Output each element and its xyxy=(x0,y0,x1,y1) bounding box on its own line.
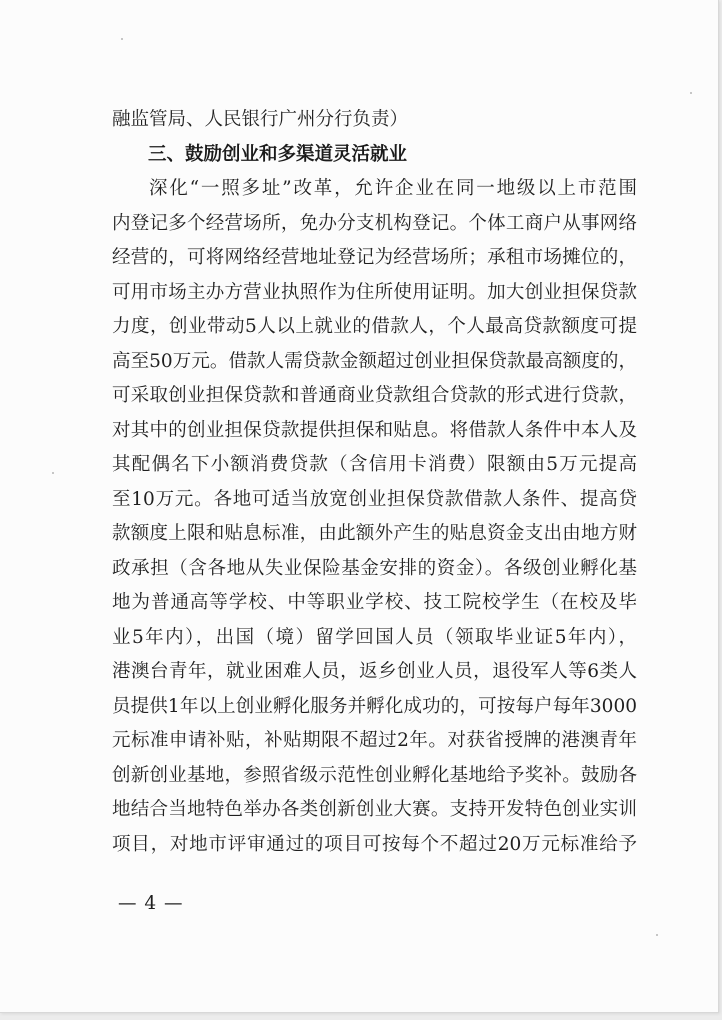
scan-speck xyxy=(121,38,123,40)
text-line: 业5年内），出国（境）留学回国人员（领取毕业证5年内）， xyxy=(112,626,637,648)
text-line: 可用市场主办方营业执照作为住所使用证明。加大创业担保贷款 xyxy=(112,281,637,303)
text-line: 创新创业基地，参照省级示范性创业孵化基地给予奖补。鼓励各 xyxy=(112,764,637,786)
text-line: 内登记多个经营场所，免办分支机构登记。个体工商户从事网络 xyxy=(112,212,637,234)
text-line: 政承担（含各地从失业保险基金安排的资金）。各级创业孵化基 xyxy=(112,557,637,579)
text-line: 融监管局、人民银行广州分行负责） xyxy=(112,109,409,130)
text-line: 员提供1年以上创业孵化服务并孵化成功的，可按每户每年3000 xyxy=(112,695,637,717)
text-line: 元标准申请补贴，补贴期限不超过2年。对获省授牌的港澳青年 xyxy=(112,730,637,751)
text-line: 对其中的创业担保贷款提供担保和贴息。将借款人条件中本人及 xyxy=(112,419,637,441)
text-line: 其配偶名下小额消费贷款（含信用卡消费）限额由5万元提高 xyxy=(112,454,637,475)
text-line: 地结合当地特色举办各类创新创业大赛。支持开发特色创业实训 xyxy=(112,799,637,820)
text-line: 项目，对地市评审通过的项目可按每个不超过20万元标准给予 xyxy=(112,833,637,855)
scan-speck xyxy=(52,472,54,474)
page-number: — 4 — xyxy=(118,893,184,914)
text-line: 款额度上限和贴息标准，由此额外产生的贴息资金支出由地方财 xyxy=(112,523,637,544)
text-line: 可采取创业担保贷款和普通商业贷款组合贷款的形式进行贷款， xyxy=(112,385,637,406)
text-line: 经营的，可将网络经营地址登记为经营场所；承租市场摊位的， xyxy=(112,247,637,268)
text-line: 至10万元。各地可适当放宽创业担保贷款借款人条件、提高贷 xyxy=(112,488,637,510)
scan-speck xyxy=(656,934,658,936)
text-line: 地为普通高等学校、中等职业学校、技工院校学生（在校及毕 xyxy=(112,592,637,613)
scan-speck xyxy=(690,92,692,94)
document-body xyxy=(112,103,637,862)
text-line: 力度，创业带动5人以上就业的借款人，个人最高贷款额度可提 xyxy=(112,316,637,337)
section-heading: 三、鼓励创业和多渠道灵活就业 xyxy=(148,143,408,165)
text-line: 港澳台青年，就业困难人员，返乡创业人员，退役军人等6类人 xyxy=(112,661,637,682)
text-line: 高至50万元。借款人需贷款金额超过创业担保贷款最高额度的， xyxy=(112,350,637,372)
paragraph-first-line: 深化“一照多址”改革，允许企业在同一地级以上市范围 xyxy=(149,178,637,199)
